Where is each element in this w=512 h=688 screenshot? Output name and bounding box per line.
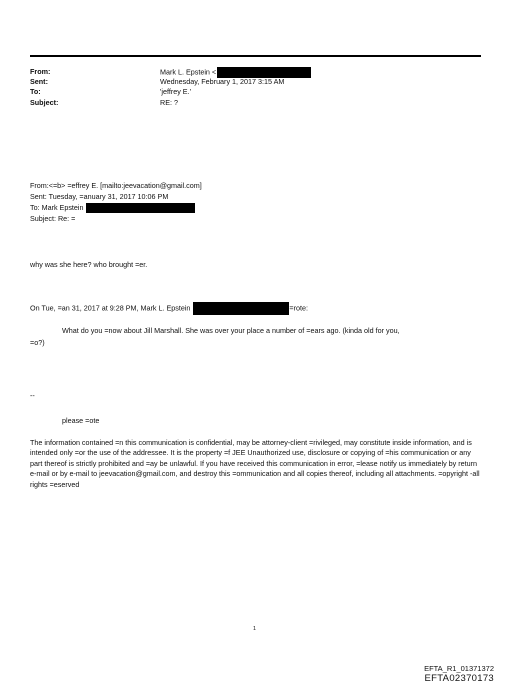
reply-line: why was she here? who brought =er.: [30, 260, 148, 269]
quoted-subject-line: Subject: Re: =: [30, 214, 76, 223]
bates-number-1: EFTA_R1_01371372: [424, 664, 494, 673]
subject-value: RE: ?: [160, 97, 178, 107]
bates-number-2: EFTA02370173: [424, 673, 494, 684]
please-note: please =ote: [62, 416, 100, 425]
subject-label: Subject:: [30, 97, 59, 107]
quoted-from-line: From:<=b> =effrey E. [mailto:jeevacation@gmail.com]: [30, 181, 202, 190]
sent-value: Wednesday, February 1, 2017 3:15 AM: [160, 77, 285, 87]
confidentiality-disclaimer: The information contained =n this communication is confidential, may be attorney-client =rivileged, may constitute inside information, and is intended only =or the use of the addressee. It is the property =f JEE Unauthorized use, disclosure or copying of =his communication or any part thereof is strictly prohibited and =ay be unlawful. If you have received this communication in error, =lease notify us immediately by return e-mail or by e-mail to jeevacation@gmail.com, and destroy this =ommunication and all copies thereof, including all attachments. =opyright -all rights =eserved: [30, 438, 480, 489]
to-value: 'jeffrey E.': [160, 87, 191, 97]
redaction-box: [86, 203, 195, 213]
on-line: [30, 302, 308, 315]
sent-label: Sent:: [30, 77, 48, 87]
to-label: To:: [30, 87, 41, 97]
from-value: Mark L. Epstein <: [160, 67, 217, 77]
header-rule: [30, 55, 481, 57]
from-value-row: [160, 67, 311, 77]
on-line-prefix: On Tue, =an 31, 2017 at 9:28 PM, Mark L. Epstein: [30, 303, 191, 313]
quoted-to-line: To: Mark Epstein: [30, 203, 84, 212]
quoted-question: What do you =now about Jill Marshall. She was over your place a number of =ears ago. (kinda old for you,: [62, 326, 400, 335]
header-values: [160, 67, 311, 108]
on-line-suffix: =rote:: [289, 303, 309, 313]
quoted-question-continued: =o?): [30, 338, 45, 347]
from-label: From:: [30, 67, 51, 76]
page-number: 1: [253, 626, 257, 632]
quoted-sent-line: Sent: Tuesday, =anuary 31, 2017 10:06 PM: [30, 192, 169, 201]
redaction-box: [193, 302, 289, 315]
quoted-to-row: [30, 203, 195, 213]
signature-dashes: --: [30, 391, 35, 400]
header-labels: [30, 67, 58, 108]
